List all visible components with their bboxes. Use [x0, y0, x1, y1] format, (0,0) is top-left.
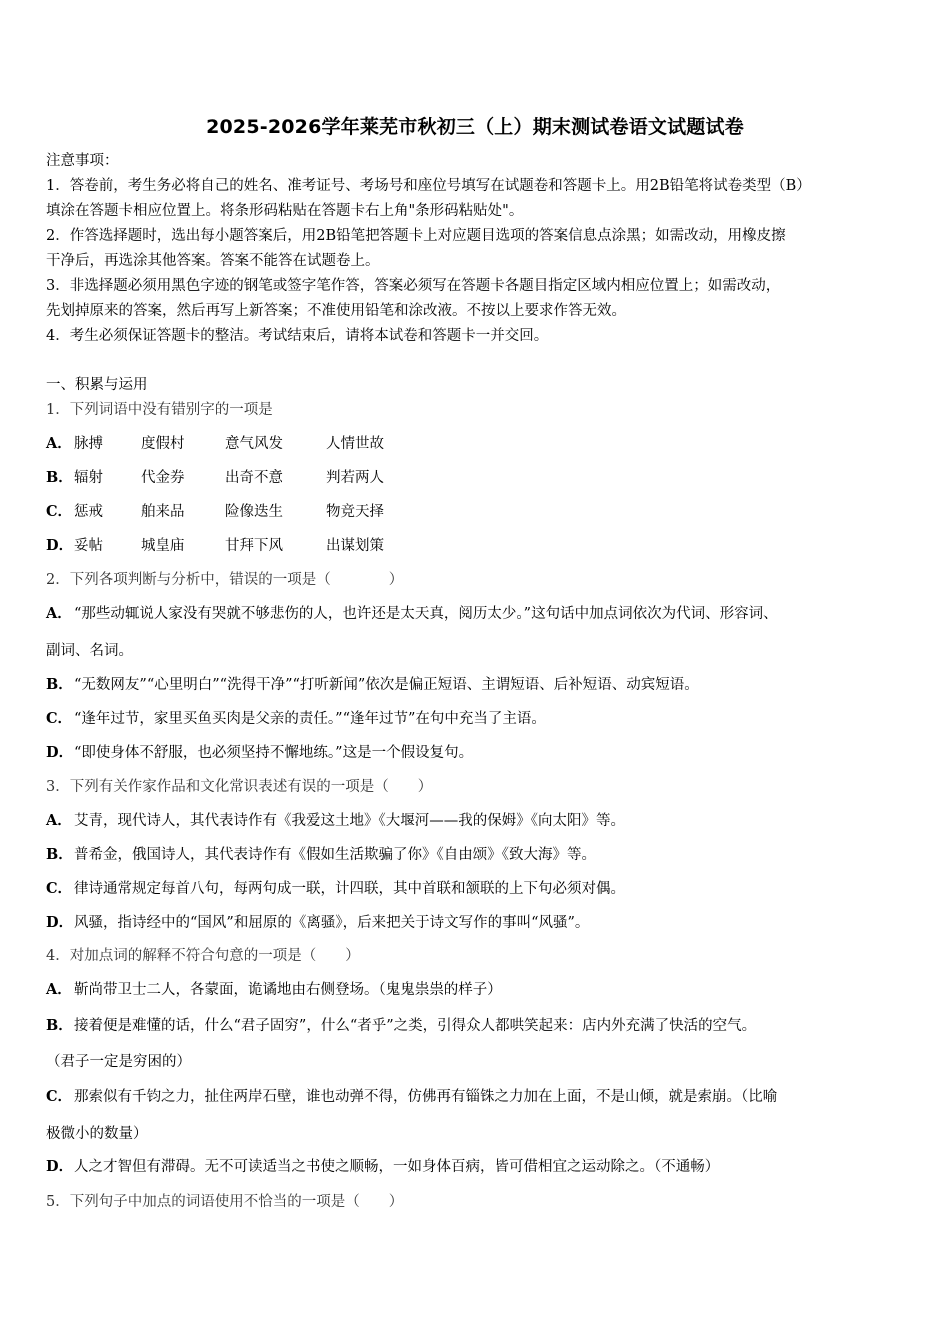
option-text: 那索似有千钧之力，扯住两岸石壁，谁也动弹不得，仿佛再有锱铢之力加在上面，不是山倾，就是索崩。（比喻 — [74, 1089, 778, 1105]
option-word: 代金券 — [141, 470, 185, 486]
q2-option-c — [46, 710, 546, 728]
q4-option-a — [46, 981, 502, 999]
option-label: C． — [46, 503, 73, 520]
q2-option-b — [46, 676, 699, 694]
option-label: B． — [46, 846, 73, 863]
notice-line: 4．考生必须保证答题卡的整洁。考试结束后，请将本试卷和答题卡一并交回。 — [46, 328, 549, 344]
option-label: A． — [46, 812, 72, 829]
q1-option-c — [46, 503, 416, 521]
q2-option-a — [46, 605, 778, 623]
notice-heading: 注意事项： — [46, 153, 119, 169]
option-word: 物竞天择 — [326, 504, 384, 520]
option-word: 出谋划策 — [326, 538, 384, 554]
section-heading: 一、积累与运用 — [46, 377, 148, 393]
option-word: 意气风发 — [225, 436, 283, 452]
question-5-stem: 5．下列句子中加点的词语使用不恰当的一项是（ ） — [46, 1194, 404, 1210]
option-word: 惩戒 — [74, 504, 103, 520]
option-text: “逢年过节，家里买鱼买肉是父亲的责任。”“逢年过节”在句中充当了主语。 — [74, 711, 546, 727]
option-label: C． — [46, 1088, 73, 1105]
option-text: 人之才智但有滞碍。无不可读适当之书使之顺畅，一如身体百病，皆可借相宜之运动除之。（不通畅） — [74, 1159, 720, 1175]
q1-option-a — [46, 435, 416, 453]
q1-option-d — [46, 537, 416, 555]
option-text: 普希金，俄国诗人，其代表诗作有《假如生活欺骗了你》《自由颂》《致大海》等。 — [74, 847, 596, 863]
q3-option-c — [46, 880, 625, 898]
option-label: B． — [46, 1017, 73, 1034]
q4-option-c-continued: 极微小的数量） — [46, 1126, 148, 1142]
q3-option-b — [46, 846, 596, 864]
option-text: 艾青，现代诗人，其代表诗作有《我爱这土地》《大堰河——我的保姆》《向太阳》等。 — [74, 813, 625, 829]
option-label: B． — [46, 676, 73, 693]
question-2-stem: 2．下列各项判断与分析中，错误的一项是（ ） — [46, 572, 404, 588]
option-word: 脉搏 — [74, 436, 103, 452]
question-4-stem: 4．对加点词的解释不符合句意的一项是（ ） — [46, 948, 360, 964]
option-label: C． — [46, 710, 73, 727]
q4-option-c — [46, 1088, 777, 1106]
option-word: 度假村 — [141, 436, 185, 452]
option-text: 风骚，指诗经中的“国风”和屈原的《离骚》，后来把关于诗文写作的事叫“风骚”。 — [74, 915, 590, 931]
notice-line: 先划掉原来的答案，然后再写上新答案；不准使用铅笔和涂改液。不按以上要求作答无效。 — [46, 303, 626, 319]
option-label: B． — [46, 469, 73, 486]
notice-line: 干净后，再选涂其他答案。答案不能答在试题卷上。 — [46, 253, 380, 269]
option-text: 靳尚带卫士二人，各蒙面，诡谲地由右侧登场。（鬼鬼祟祟的样子） — [74, 982, 502, 998]
option-text: 接着便是难懂的话，什么“君子固穷”，什么“者乎”之类，引得众人都哄笑起来：店内外充满了快活的空气。 — [74, 1018, 757, 1034]
option-word: 城皇庙 — [141, 538, 185, 554]
notice-line: 3．非选择题必须用黑色字迹的钢笔或签字笔作答，答案必须写在答题卡各题目指定区域内相应位置上；如需改动， — [46, 278, 781, 294]
option-label: D． — [46, 1158, 74, 1175]
q2-option-a-continued: 副词、名词。 — [46, 643, 133, 659]
q4-option-d — [46, 1158, 719, 1176]
option-text: “无数网友”“心里明白”“洗得干净”“打听新闻”依次是偏正短语、主谓短语、后补短语、动宾短语。 — [74, 677, 699, 693]
option-text: 律诗通常规定每首八句，每两句成一联，计四联，其中首联和颔联的上下句必须对偶。 — [74, 881, 625, 897]
option-word: 甘拜下风 — [225, 538, 283, 554]
question-1-stem: 1．下列词语中没有错别字的一项是 — [46, 402, 273, 418]
option-word: 判若两人 — [326, 470, 384, 486]
option-word: 人情世故 — [326, 436, 384, 452]
notice-line: 1．答卷前，考生务必将自己的姓名、准考证号、考场号和座位号填写在试题卷和答题卡上。用2B铅笔将试卷类型（B） — [46, 178, 811, 194]
page-title: 2025-2026学年莱芜市秋初三（上）期末测试卷语文试题试卷 — [206, 116, 744, 138]
q3-option-a — [46, 812, 625, 830]
q3-option-d — [46, 914, 589, 932]
option-label: A． — [46, 981, 72, 998]
option-label: C． — [46, 880, 73, 897]
q4-option-b-continued: （君子一定是穷困的） — [46, 1054, 191, 1070]
option-word: 妥帖 — [74, 538, 103, 554]
q2-option-d — [46, 744, 473, 762]
option-text: “即使身体不舒服，也必须坚持不懈地练。”这是一个假设复句。 — [74, 745, 474, 761]
q1-option-b — [46, 469, 416, 487]
question-3-stem: 3．下列有关作家作品和文化常识表述有误的一项是（ ） — [46, 779, 433, 795]
q4-option-b — [46, 1017, 756, 1035]
option-label: A． — [46, 605, 72, 622]
notice-line: 2．作答选择题时，选出每小题答案后，用2B铅笔把答题卡上对应题目选项的答案信息点涂黑；如需改动，用橡皮擦 — [46, 228, 786, 244]
option-label: D． — [46, 914, 74, 931]
option-label: D． — [46, 537, 74, 554]
option-text: “那些动辄说人家没有哭就不够悲伤的人，也许还是太天真，阅历太少。”这句话中加点词依次为代词、形容词、 — [74, 606, 778, 622]
option-word: 险像迭生 — [225, 504, 283, 520]
option-word: 舶来品 — [141, 504, 185, 520]
option-label: A． — [46, 435, 72, 452]
notice-line: 填涂在答题卡相应位置上。将条形码粘贴在答题卡右上角"条形码粘贴处"。 — [46, 203, 524, 219]
option-word: 辐射 — [74, 470, 103, 486]
option-label: D． — [46, 744, 74, 761]
option-word: 出奇不意 — [225, 470, 283, 486]
